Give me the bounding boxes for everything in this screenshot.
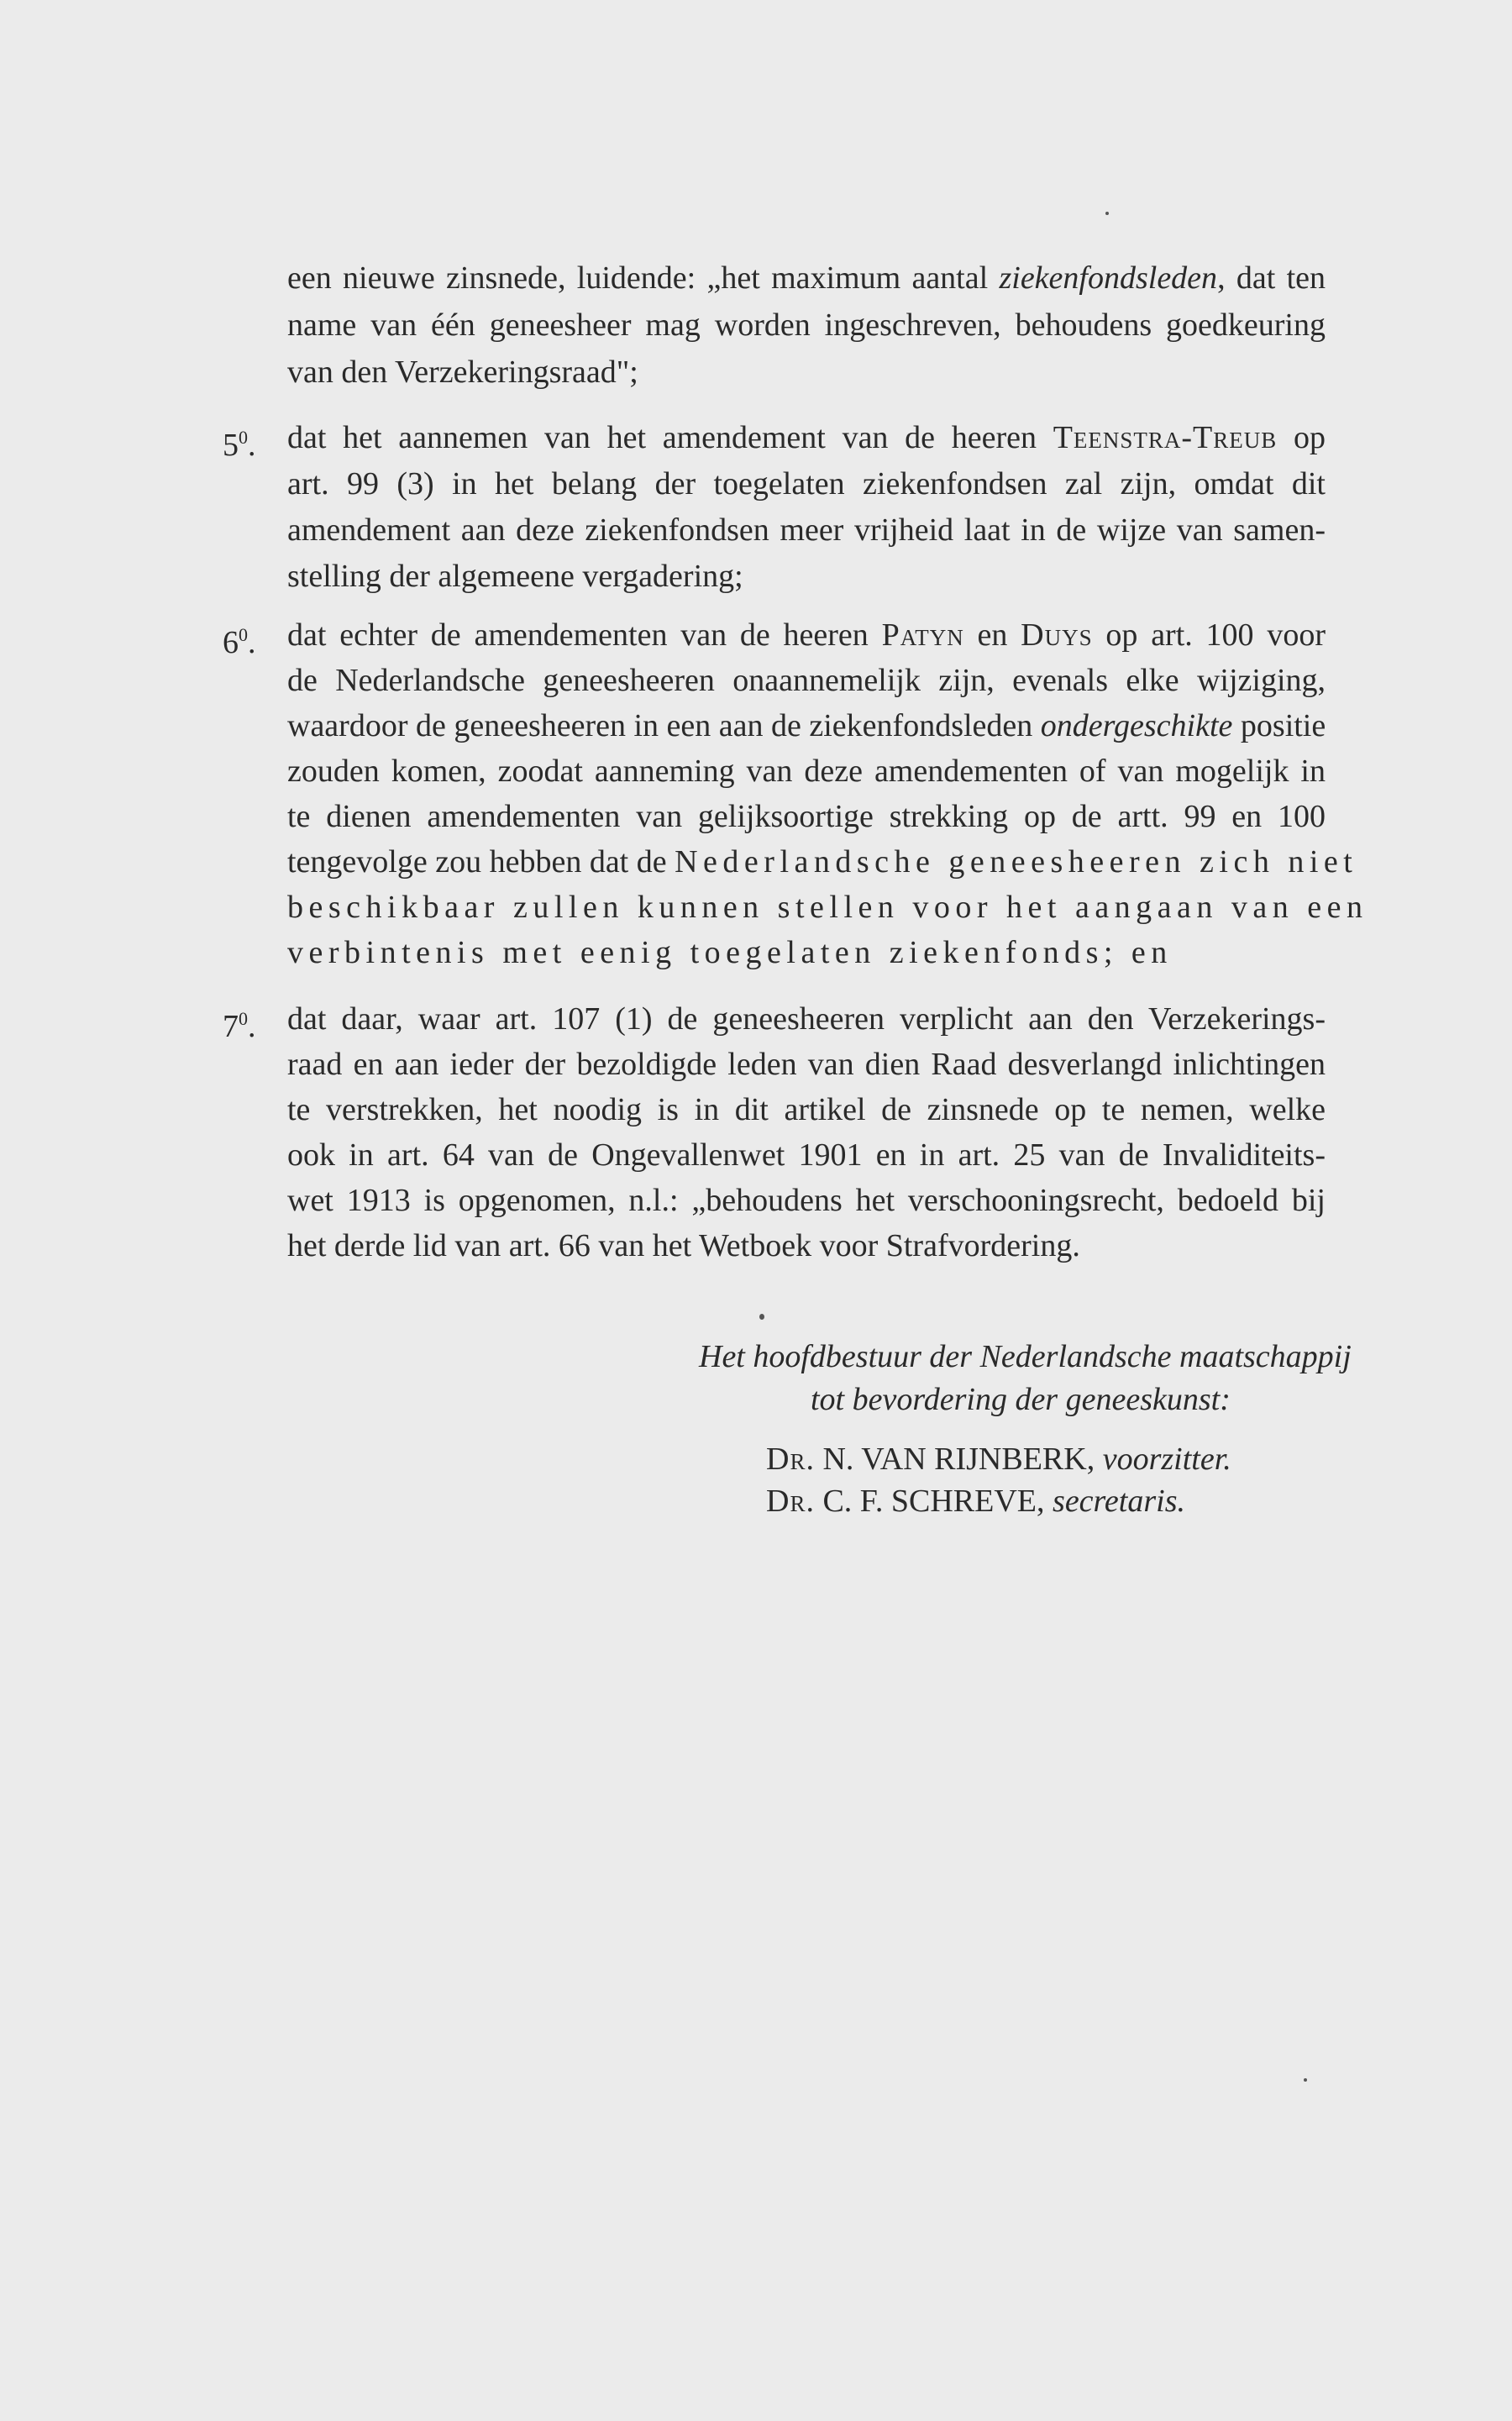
- item-6-line-5: te dienen amendementen van gelijksoortige strekking op de artt. 99 en 100: [287, 799, 1326, 834]
- person-name: C. F. SCHREVE,: [814, 1484, 1053, 1519]
- name-text: Duys: [1021, 617, 1093, 653]
- item-6-line-1: dat echter de amendementen van de heeren Patyn en Duys op art. 100 voor: [287, 617, 1326, 653]
- emphasis-text: ziekenfondsleden: [999, 260, 1218, 296]
- role-text: voorzitter.: [1102, 1442, 1231, 1477]
- role-text: secretaris.: [1053, 1484, 1185, 1519]
- item-7-line-2: raad en aan ieder der bezoldigde leden van dien Raad desverlangd inlichtingen: [287, 1047, 1326, 1082]
- intro-line-3: van den Verzekeringsraad";: [287, 354, 638, 390]
- person-name: N. VAN RIJNBERK,: [814, 1442, 1103, 1477]
- item-number-7: $7^0$.: [223, 1008, 256, 1044]
- title-text: Dr.: [766, 1442, 815, 1477]
- item-6-line-7: beschikbaar zullen kunnen stellen voor het aangaan van een: [287, 890, 1368, 925]
- speck-mark: [759, 1314, 764, 1320]
- name-text: Patyn: [881, 617, 964, 653]
- intro-text: een nieuwe zinsnede, luidende: „het maximum aantal: [287, 260, 1000, 296]
- item-6-line-2: de Nederlandsche geneesheeren onaannemelijk zijn, evenals elke wijziging,: [287, 663, 1326, 698]
- title-text: Dr.: [766, 1484, 815, 1519]
- spaced-text: Nederlandsche geneesheeren zich niet: [675, 844, 1358, 880]
- item-5-line-4: stelling der algemeene vergadering;: [287, 559, 743, 594]
- signature-person-2: [766, 1482, 1185, 1520]
- signature-line-2: tot bevordering der geneeskunst:: [811, 1382, 1231, 1417]
- item-number-5: $5^0$.: [223, 427, 256, 463]
- speck-mark: [1105, 212, 1109, 215]
- item-7-line-1: dat daar, waar art. 107 (1) de geneesheeren verplicht aan den Verzekerings-: [287, 1001, 1326, 1037]
- name-text: Teenstra-Treub: [1053, 420, 1278, 455]
- item-6-line-3: waardoor de geneesheeren in een aan de ziekenfondsleden ondergeschikte positie: [287, 708, 1326, 743]
- intro-line-2: name van één geneesheer mag worden ingeschreven, behoudens goedkeuring: [287, 307, 1326, 343]
- speck-mark: [1304, 2078, 1307, 2082]
- item-7-line-4: ook in art. 64 van de Ongevallenwet 1901 en in art. 25 van de Invaliditeits-: [287, 1137, 1326, 1173]
- item-7-line-3: te verstrekken, het noodig is in dit artikel de zinsnede op te nemen, welke: [287, 1092, 1326, 1127]
- item-5-line-2: art. 99 (3) in het belang der toegelaten ziekenfondsen zal zijn, omdat dit: [287, 466, 1326, 502]
- intro-line-1: [287, 259, 1326, 297]
- intro-text: , dat ten: [1217, 260, 1326, 296]
- item-5-line-1: dat het aannemen van het amendement van de heeren Teenstra-Treub op: [287, 420, 1326, 455]
- signature-line-1: Het hoofdbestuur der Nederlandsche maatschappij: [699, 1339, 1352, 1374]
- item-5-line-3: amendement aan deze ziekenfondsen meer vrijheid laat in de wijze van samen-: [287, 512, 1326, 548]
- emphasis-text: ondergeschikte: [1040, 708, 1233, 743]
- item-6-line-4: zouden komen, zoodat aanneming van deze amendementen of van mogelijk in: [287, 754, 1326, 789]
- item-6-line-6: tengevolge zou hebben dat de Nederlandsche geneesheeren zich niet: [287, 844, 1358, 880]
- item-7-line-6: het derde lid van art. 66 van het Wetboek voor Strafvordering.: [287, 1228, 1080, 1263]
- item-7-line-5: wet 1913 is opgenomen, n.l.: „behoudens het verschooningsrecht, bedoeld bij: [287, 1183, 1326, 1218]
- signature-person-1: [766, 1440, 1231, 1478]
- item-number-6: $6^0$.: [223, 624, 256, 660]
- item-6-line-8: verbintenis met eenig toegelaten ziekenfonds; en: [287, 935, 1173, 970]
